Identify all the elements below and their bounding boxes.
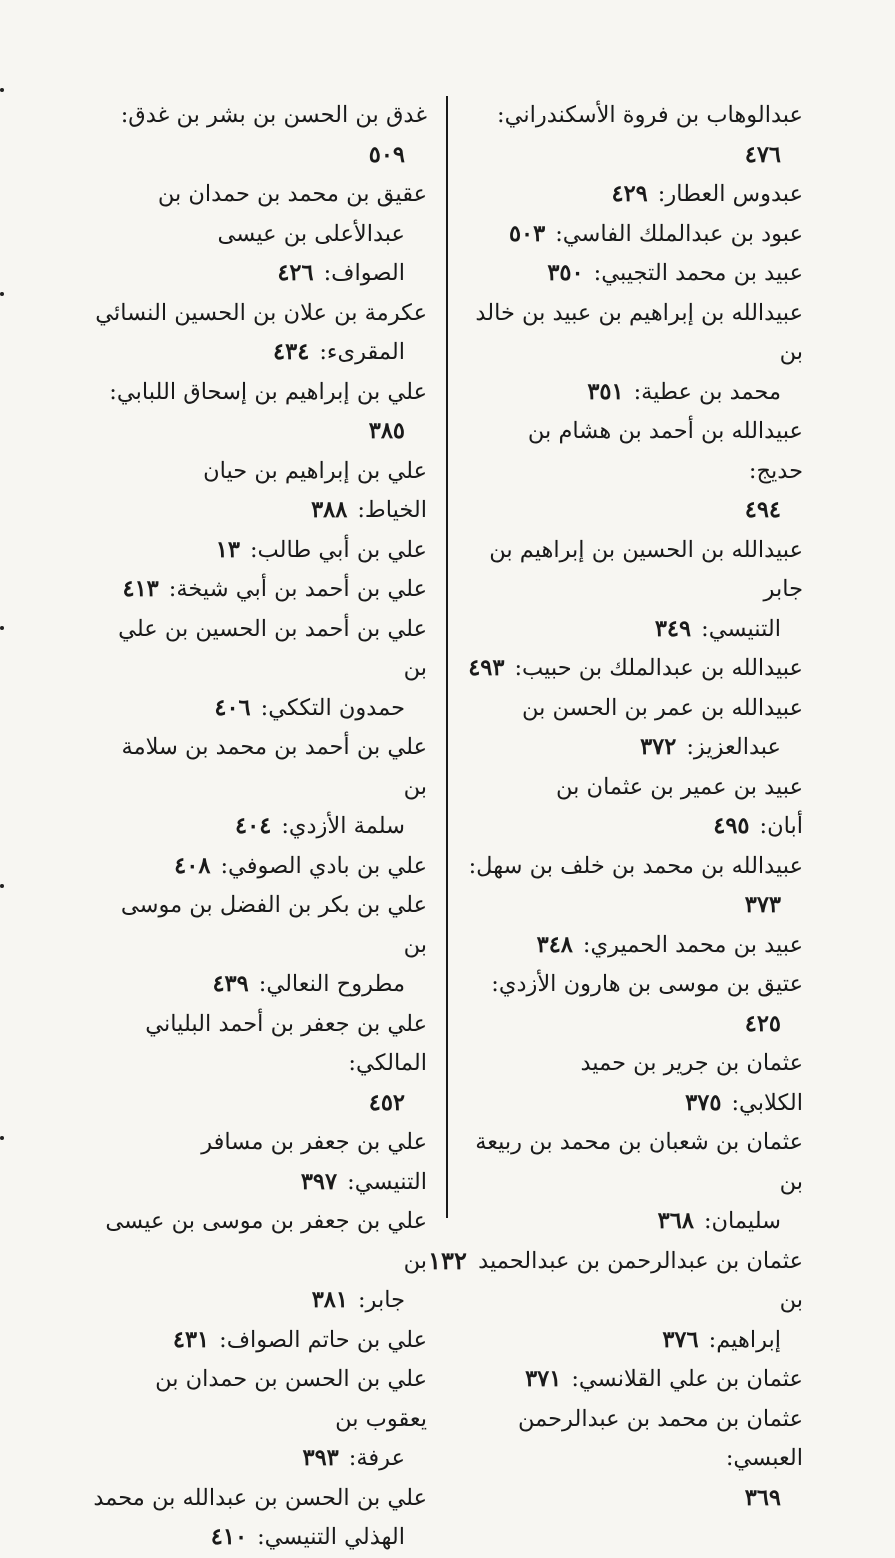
entry-name: علي بن أحمد بن أبي شيخة: <box>168 576 427 602</box>
entry-page-ref: ٤٥٢ <box>368 1089 405 1116</box>
margin-mark <box>0 88 4 92</box>
index-entry <box>468 1123 803 1242</box>
entry-page-ref: ٤٣٩ <box>212 971 249 997</box>
entry-page-ref: ٥٠٣ <box>508 220 546 247</box>
index-entry <box>468 1360 803 1400</box>
entry-page-ref: ٤١٣ <box>122 576 159 602</box>
index-entry <box>468 412 803 531</box>
entry-name: غدق بن الحسن بن بشر بن غدق: <box>120 102 427 128</box>
entry-page-ref: ٤٩٤ <box>744 497 781 523</box>
page-number: ١٣٢ <box>428 1246 467 1275</box>
entry-page-ref: ٣٩٧ <box>300 1168 338 1195</box>
entry-page-ref: ٣٧١ <box>525 1366 562 1392</box>
entry-name-continued: سلمة الأزدي: <box>281 813 405 839</box>
entry-page-ref: ٣٤٨ <box>536 931 573 958</box>
entry-page-ref: ٣٧٦ <box>662 1326 699 1353</box>
index-entry <box>468 254 803 294</box>
entry-name: عبيد بن عمير بن عثمان بن أبان: <box>556 773 803 839</box>
entry-name: عقيق بن محمد بن حمدان بن <box>157 181 427 207</box>
margin-mark <box>0 1136 4 1140</box>
entry-page-ref: ٤٠٦ <box>214 694 251 721</box>
entry-name: علي بن بكر بن الفضل بن موسى بن <box>120 892 427 958</box>
entry-name: علي بن بادي الصوفي: <box>220 852 427 879</box>
entry-continuation <box>92 689 427 729</box>
index-entry <box>468 1400 803 1519</box>
entry-name-continued: عرفة: <box>348 1445 405 1471</box>
entry-name-continued: مطروح النعالي: <box>258 971 405 997</box>
entry-page-ref: ٣٨٥ <box>368 418 405 444</box>
entry-name-continued: المقرىء: <box>319 339 405 365</box>
index-entry <box>92 886 427 1005</box>
entry-name: عبيدالله بن الحسين بن إبراهيم بن جابر <box>489 536 803 602</box>
index-entry <box>468 768 803 847</box>
index-entry <box>92 1479 427 1558</box>
entry-name-continued: الهذلي التنيسي: <box>257 1524 405 1550</box>
entry-name-continued: حمدون التككي: <box>260 694 405 721</box>
entry-continuation <box>468 1321 803 1361</box>
index-entry <box>468 294 803 413</box>
entry-name: علي بن أبي طالب: <box>249 536 427 563</box>
entry-page-ref: ٣٥٠ <box>547 260 584 286</box>
entry-name: عبيدالله بن عبدالملك بن حبيب: <box>514 655 803 681</box>
entry-name: عبيد بن محمد التجيبي: <box>593 260 803 286</box>
entry-page-ref: ٣٥١ <box>587 378 624 405</box>
index-entry <box>92 1123 427 1202</box>
index-column-left <box>92 96 427 1558</box>
entry-name: عكرمة بن علان بن الحسين النسائي <box>95 299 427 326</box>
entry-continuation <box>92 1518 427 1558</box>
entry-name: عثمان بن عبدالرحمن بن عبدالحميد بن <box>478 1247 803 1313</box>
entry-continuation <box>468 728 803 768</box>
entry-name: عبيدالله بن إبراهيم بن عبيد بن خالد بن <box>475 299 803 365</box>
entry-page-ref: ٤٩٥ <box>713 813 750 839</box>
entry-name: عبيدالله بن عمر بن الحسن بن <box>521 694 803 721</box>
index-entry <box>92 373 427 452</box>
entry-name-continued: عبدالعزيز: <box>686 734 781 760</box>
entry-name: عبيدالله بن أحمد بن هشام بن حديج: <box>527 418 803 484</box>
entry-page-ref: ٤٠٨ <box>174 852 211 879</box>
entry-continuation <box>468 373 803 413</box>
entry-name: عبدالوهاب بن فروة الأسكندراني: <box>496 102 803 128</box>
entry-name-continued: عبدالأعلى بن عيسى الصواف: <box>217 220 405 286</box>
index-entry <box>468 175 803 215</box>
entry-page-ref: ٤٣٤ <box>273 339 310 365</box>
column-divider <box>446 96 448 1218</box>
entry-continuation <box>92 215 427 294</box>
index-entry <box>468 847 803 926</box>
index-entry <box>468 689 803 768</box>
entry-page-ref: ٣٨٨ <box>311 497 348 523</box>
entry-name: علي بن أحمد بن محمد بن سلامة بن <box>121 734 427 800</box>
index-entry <box>468 1044 803 1123</box>
entry-page-ref: ٣٧٢ <box>640 734 677 760</box>
index-column-right <box>468 96 803 1518</box>
entry-name-continued: سليمان: <box>703 1208 781 1234</box>
index-entry <box>92 847 427 887</box>
index-entry <box>92 1005 427 1124</box>
index-entry <box>92 570 427 610</box>
index-entry <box>92 452 427 531</box>
entry-page-ref: ٤٧٦ <box>744 141 781 168</box>
entry-continuation <box>468 1202 803 1242</box>
margin-mark <box>0 884 4 888</box>
entry-page-ref: ٣٦٨ <box>657 1208 694 1234</box>
entry-page-ref: ٣٩٣ <box>302 1445 339 1471</box>
entry-continuation <box>92 1281 427 1321</box>
index-entry <box>468 926 803 966</box>
entry-name: علي بن جعفر بن مسافر التنيسي: <box>201 1129 427 1195</box>
index-entry <box>92 728 427 847</box>
index-entry <box>92 610 427 729</box>
margin-mark <box>0 292 4 296</box>
entry-name-continued: التنيسي: <box>701 615 781 642</box>
entry-name: علي بن جعفر بن أحمد البلياني المالكي: <box>145 1010 427 1076</box>
entry-name: علي بن إبراهيم بن إسحاق اللبابي: <box>109 378 427 405</box>
entry-name: علي بن حاتم الصواف: <box>219 1326 427 1353</box>
entry-name-continued: محمد بن عطية: <box>633 378 781 405</box>
index-entry <box>92 175 427 294</box>
entry-page-ref: ٤٢٩ <box>611 181 648 207</box>
index-entry <box>92 531 427 571</box>
entry-page-ref: ٤٠٤ <box>235 813 272 839</box>
entry-name: عبيد بن محمد الحميري: <box>582 931 803 958</box>
entry-name: عثمان بن علي القلانسي: <box>571 1366 803 1392</box>
entry-name: علي بن الحسن بن حمدان بن يعقوب بن <box>155 1366 427 1432</box>
entry-page-ref: ٣٦٩ <box>744 1484 781 1511</box>
entry-page-ref: ٣٤٩ <box>654 615 692 642</box>
entry-page-ref: ١٣ <box>215 536 240 563</box>
entry-name: علي بن جعفر بن موسى بن عيسى بن <box>105 1208 427 1274</box>
entry-continuation <box>468 610 803 650</box>
entry-page-ref: ٤٢٦ <box>277 260 314 286</box>
entry-name-continued: جابر: <box>357 1287 405 1313</box>
entry-page-ref: ٣٧٣ <box>744 892 781 918</box>
entry-name: علي بن أحمد بن الحسين بن علي بن <box>118 615 427 681</box>
entry-continuation <box>92 333 427 373</box>
entry-name: علي بن إبراهيم بن حيان الخياط: <box>203 457 427 523</box>
index-entry <box>468 965 803 1044</box>
index-entry <box>92 1321 427 1361</box>
entry-name: عتيق بن موسى بن هارون الأزدي: <box>491 971 803 997</box>
index-entry <box>468 215 803 255</box>
index-entry <box>92 294 427 373</box>
index-entry <box>92 96 427 175</box>
entry-name: عبود بن عبدالملك الفاسي: <box>555 220 803 247</box>
entry-name: عثمان بن شعبان بن محمد بن ربيعة بن <box>475 1129 803 1195</box>
entry-page-ref: ٤٩٣ <box>468 655 505 681</box>
entry-page-ref: ٣٧٥ <box>685 1089 722 1116</box>
margin-mark <box>0 626 4 630</box>
entry-page-ref: ٤٣١ <box>172 1326 210 1353</box>
entry-continuation <box>92 965 427 1005</box>
entry-page-ref: ٤١٠ <box>210 1524 248 1550</box>
index-entry <box>468 96 803 175</box>
entry-name: عثمان بن محمد بن عبدالرحمن العبسي: <box>518 1405 803 1471</box>
entry-name: عبيدالله بن محمد بن خلف بن سهل: <box>468 852 803 879</box>
entry-continuation <box>92 1439 427 1479</box>
entry-name: عبدوس العطار: <box>657 181 803 207</box>
entry-page-ref: ٥٠٩ <box>368 141 405 168</box>
entry-name: علي بن الحسن بن عبدالله بن محمد <box>93 1484 427 1511</box>
index-entry <box>468 649 803 689</box>
entry-name: عثمان بن جرير بن حميد الكلابي: <box>580 1050 803 1116</box>
entry-page-ref: ٣٨١ <box>311 1287 348 1313</box>
index-entry <box>92 1360 427 1479</box>
entry-name-continued: إبراهيم: <box>708 1326 781 1353</box>
entry-continuation <box>92 807 427 847</box>
entry-page-ref: ٤٢٥ <box>744 1010 781 1037</box>
index-entry <box>468 531 803 650</box>
